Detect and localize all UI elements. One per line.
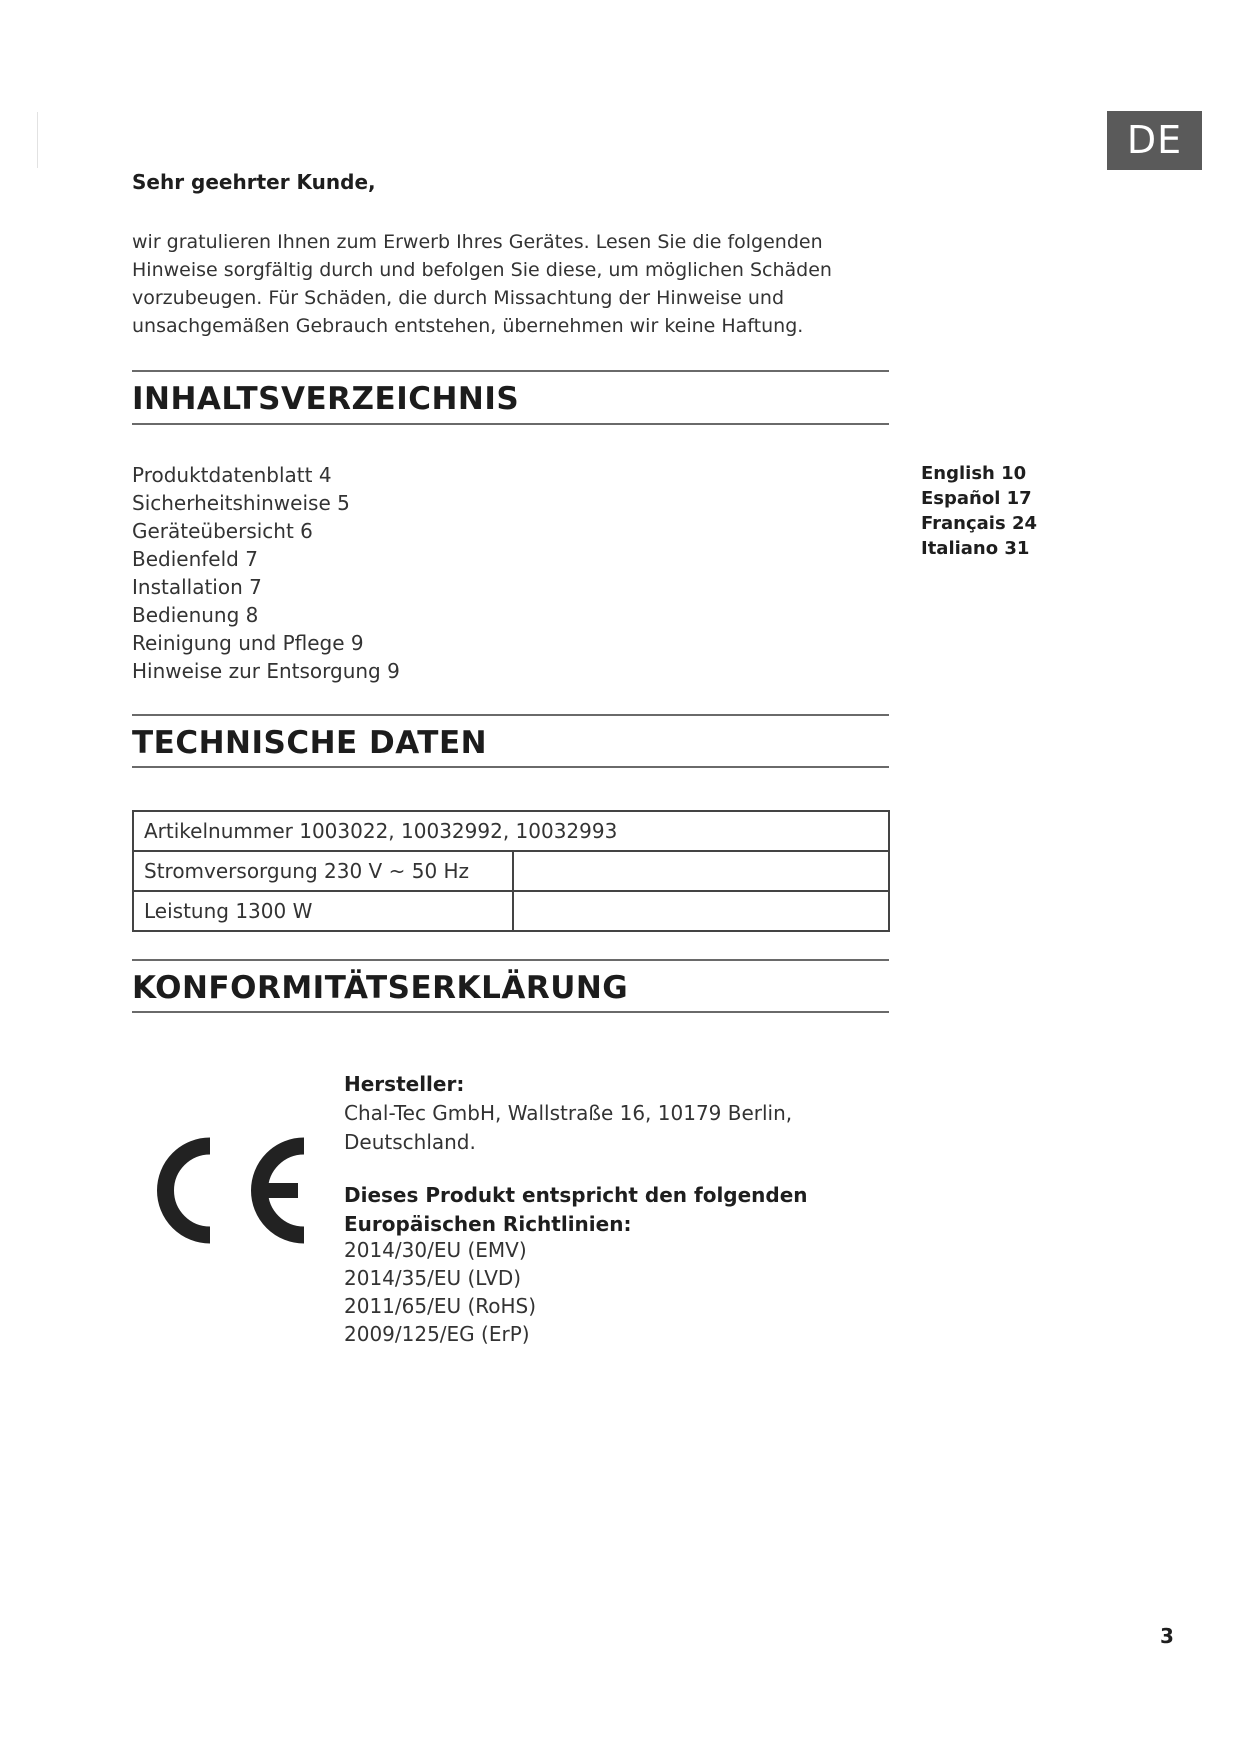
table-cell: Leistung 1300 W	[133, 891, 513, 931]
directive-item: 2014/35/EU (LVD)	[344, 1266, 522, 1290]
ce-mark-icon	[146, 1128, 316, 1253]
directive-item: 2014/30/EU (EMV)	[344, 1238, 527, 1262]
greeting: Sehr geehrter Kunde,	[132, 170, 376, 194]
divider	[132, 959, 889, 961]
table-cell	[513, 891, 889, 931]
toc-item: Bedienung 8	[132, 603, 259, 627]
manufacturer-label: Hersteller:	[344, 1072, 465, 1096]
toc-item: Geräteübersicht 6	[132, 519, 313, 543]
table-cell	[513, 851, 889, 891]
language-item-french: Français 24	[921, 513, 1037, 534]
divider	[132, 714, 889, 716]
toc-item: Bedienfeld 7	[132, 547, 258, 571]
toc-item: Produktdatenblatt 4	[132, 463, 332, 487]
table-row	[133, 851, 889, 891]
conformity-heading: KONFORMITÄTSERKLÄRUNG	[132, 970, 629, 1006]
language-badge: DE	[1107, 111, 1202, 170]
table-cell: Artikelnummer 1003022, 10032992, 10032993	[133, 811, 889, 851]
language-item-spanish: Español 17	[921, 488, 1032, 509]
toc-item: Reinigung und Pflege 9	[132, 631, 364, 655]
directive-item: 2011/65/EU (RoHS)	[344, 1294, 537, 1318]
directive-item: 2009/125/EG (ErP)	[344, 1322, 530, 1346]
language-item-italian: Italiano 31	[921, 538, 1030, 559]
page-number: 3	[1160, 1624, 1174, 1648]
table-row	[133, 891, 889, 931]
table-row	[133, 811, 889, 851]
divider	[132, 370, 889, 372]
toc-item: Installation 7	[132, 575, 262, 599]
toc-heading: INHALTSVERZEICHNIS	[132, 381, 520, 417]
language-index	[921, 461, 1037, 561]
conformity-statement: Dieses Produkt entspricht den folgenden Europäischen Richtlinien:	[344, 1183, 808, 1236]
divider	[132, 423, 889, 425]
table-cell: Stromversorgung 230 V ~ 50 Hz	[133, 851, 513, 891]
toc-item: Hinweise zur Entsorgung 9	[132, 659, 400, 683]
divider	[132, 1011, 889, 1013]
tech-heading: TECHNISCHE DATEN	[132, 725, 488, 761]
manufacturer-address: Chal-Tec GmbH, Wallstraße 16, 10179 Berlin, Deutschland.	[344, 1101, 793, 1154]
margin-mark	[37, 112, 38, 168]
toc-list	[132, 461, 400, 685]
divider	[132, 766, 889, 768]
spec-table	[132, 810, 890, 932]
language-item-english: English 10	[921, 463, 1027, 484]
directive-list	[344, 1236, 536, 1348]
manufacturer-block	[344, 1070, 904, 1239]
toc-item: Sicherheitshinweise 5	[132, 491, 350, 515]
intro-paragraph: wir gratulieren Ihnen zum Erwerb Ihres Gerätes. Lesen Sie die folgenden Hinweise sorgfältig durch und befolgen Sie diese, um möglichen Schäden vorzubeugen. Für Schäden, die durch Missachtung der Hinweise und unsachgemäßen Gebrauch entstehen, übernehmen wir keine Haftung.	[132, 231, 832, 337]
